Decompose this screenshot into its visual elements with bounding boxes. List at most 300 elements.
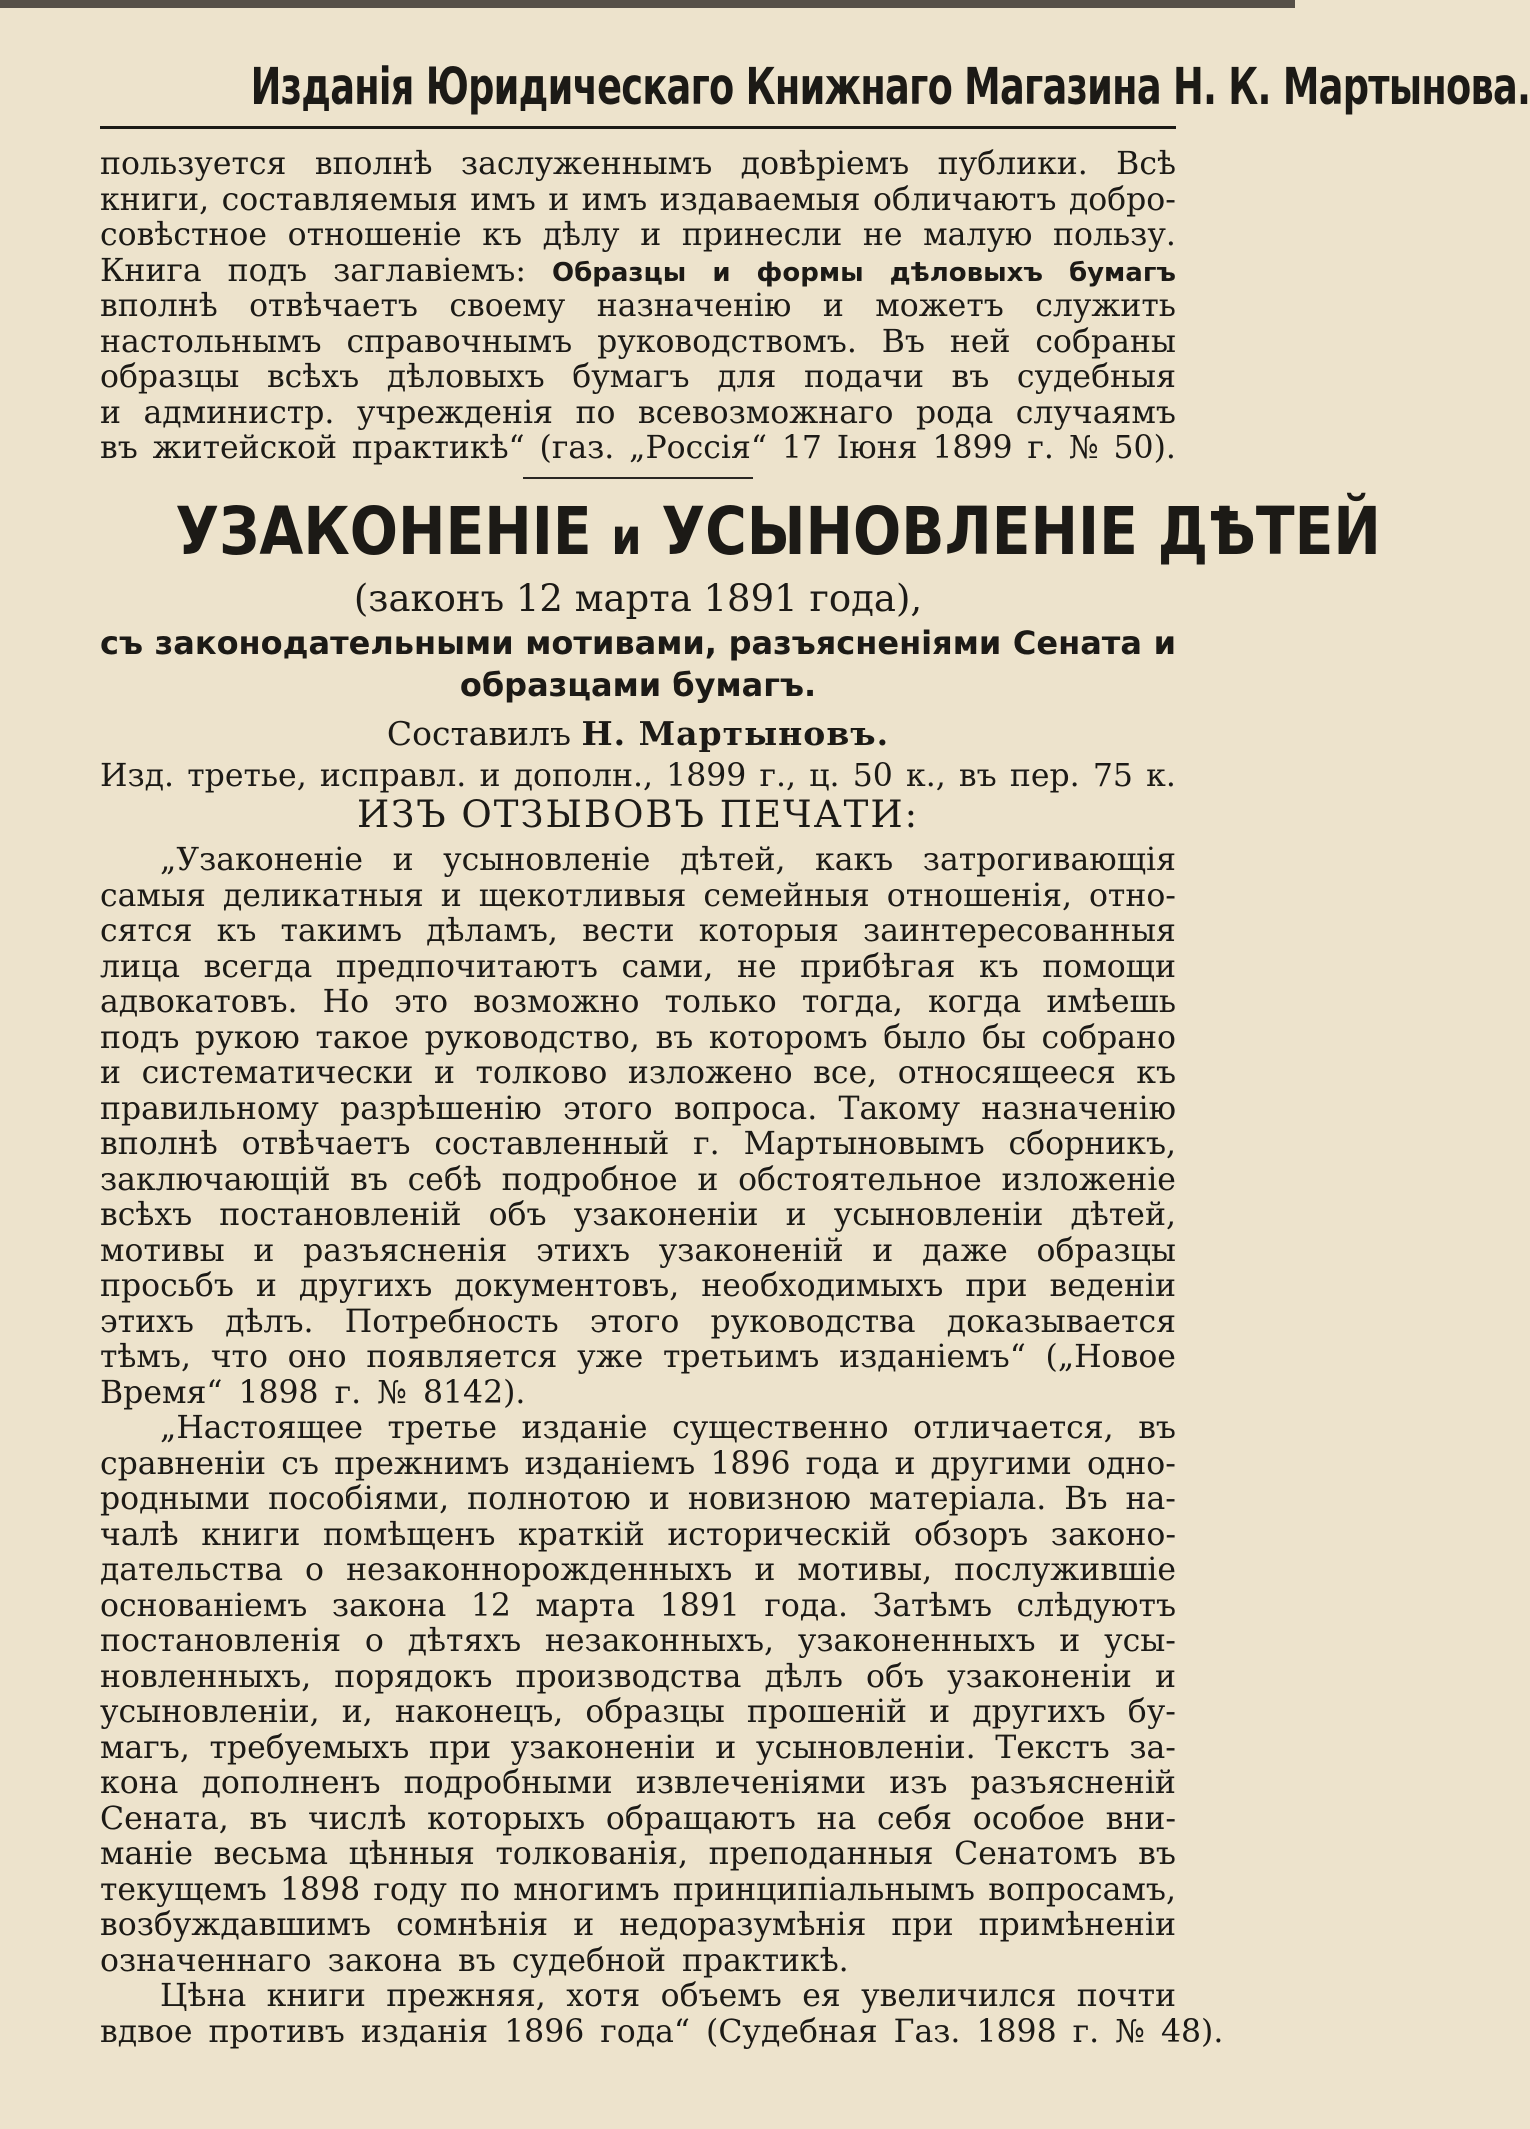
word: цѣнныя [348,1836,475,1872]
word: щекотливыя [478,877,687,914]
text-line [100,1163,1176,1199]
text-line [100,1092,1176,1128]
text-line [100,1447,1176,1483]
word: предпочитаютъ [335,948,598,985]
word: отличается, [913,1410,1114,1446]
word: третьимъ [663,1339,820,1375]
word: почти [1076,1978,1176,2014]
word: имъ [470,181,536,218]
word: отношенія, [886,877,1072,914]
word: доказывается [946,1303,1176,1340]
word: „Россія“ [629,430,767,466]
word: Всѣ [1116,146,1176,182]
word: которыхъ [427,1800,586,1837]
text-line [100,950,1176,986]
word: и [100,1055,121,1091]
word: 12 [470,1587,511,1624]
word: прежнимъ [334,1445,510,1482]
word: веденіи [1049,1268,1176,1304]
word: практикѣ“ [351,430,525,466]
word: сятся [100,913,193,949]
word: въ [458,1942,496,1979]
word: незаконныхъ, [544,1623,775,1659]
word: маніе [100,1836,193,1872]
word: и [253,1232,275,1269]
word: узаконенныхъ [797,1623,1036,1659]
top-border [0,0,1295,8]
word: даже [922,1232,1008,1269]
word: и [573,1907,595,1943]
word: судебной [511,1942,666,1979]
review-2 [100,1411,1176,1979]
word: рода [915,394,994,431]
word: закона [327,1942,443,1979]
word: книги, [100,181,210,218]
word: Такому [838,1090,960,1127]
text-line [100,1305,1176,1341]
text-line [100,1234,1176,1270]
word: бы [981,1019,1026,1056]
word: многимъ [513,1871,660,1908]
word: въ [350,1161,388,1198]
word: пользу. [1053,217,1176,253]
word: „Узаконеніе [160,842,364,878]
word: и [433,1055,455,1091]
word: 75 [1092,757,1133,794]
word: деликатныя [222,877,424,914]
word: всѣхъ [100,1197,193,1233]
word: Время“ [100,1374,223,1411]
page-header: Изданія Юридическаго Книжнаго Магазина Н. К. Мартынова. [250,58,1530,117]
word: дѣлу [542,217,620,253]
word: пер. [1009,757,1080,794]
word: добро- [1068,181,1176,218]
word: дательства [100,1552,283,1588]
word: не [862,217,903,253]
word: узаконеніи [947,1658,1132,1695]
word: усыновленіи [833,1197,1044,1233]
word: обстоятельное [738,1161,982,1198]
word: к. [1146,757,1176,794]
word: довѣріемъ [740,146,910,182]
word: этихъ [536,1232,630,1269]
word: публики. [937,146,1088,182]
word: наконецъ, [394,1694,564,1730]
word: вполнѣ [314,146,433,182]
word: и [754,1552,776,1588]
word: усыновленіи. [755,1729,976,1766]
word: мотивы [100,1232,225,1269]
text-line [100,396,1176,432]
word: и [100,394,121,431]
word: можетъ [875,288,1004,324]
word: 50 [852,757,893,794]
word: хотя [566,1978,641,2014]
word: такимъ [280,913,402,949]
word: г. [693,1126,720,1162]
text-line [100,1589,1176,1625]
word: заключающій [100,1161,331,1198]
word: мотивы, [797,1552,933,1588]
word: отно- [1088,877,1176,914]
word: чалѣ [100,1516,179,1553]
word: и [392,842,414,878]
text-line [100,360,1176,396]
word: руководство, [424,1019,640,1056]
text-line [100,1518,1176,1554]
word: узаконеніи [510,1729,696,1766]
word: подробными [403,1765,613,1801]
word: г. [1072,2013,1100,2050]
text-line [100,843,1176,879]
text-line [100,1802,1176,1838]
word: постановленій [219,1197,462,1233]
word: матеріала. [869,1481,1047,1517]
word: № [1068,430,1099,466]
word: просьбъ [100,1268,234,1304]
word: въ [655,1019,694,1056]
word: и [715,1729,737,1766]
word: въ [100,430,138,466]
word: историческій [667,1516,892,1553]
word: магъ, [100,1729,190,1766]
word: новленныхъ, [100,1658,312,1695]
word: по [575,394,616,431]
word: что [210,1339,268,1375]
word: изданіе [521,1410,648,1446]
word: 1899 [666,757,747,794]
word: и [1154,1658,1176,1695]
word: справочнымъ [346,323,573,360]
word: третье [387,1410,497,1446]
text-line [100,1056,1176,1092]
word: разъясненіями [728,623,1002,662]
text-line [100,1979,1176,2015]
text-line [100,2013,1224,2051]
word: судебныя [1016,359,1176,395]
word: адвокатовъ. [100,984,298,1020]
word: текущемъ [100,1871,267,1908]
word: производства [515,1658,742,1695]
word: новизною [687,1481,852,1517]
word: къ [1136,1055,1176,1091]
word: по [460,1871,500,1908]
word: и [822,288,844,324]
word: дѣтяхъ [407,1623,522,1659]
word: г., [759,757,797,794]
word: недоразумѣнія [619,1907,867,1943]
word: прибѣгая [800,948,956,985]
word: Цѣна [160,1978,247,2014]
word: бу- [1127,1694,1176,1730]
word: 1896 [710,1445,791,1482]
word: Изд. [100,757,175,794]
word: вполнѣ [100,288,218,324]
text-line [100,289,1176,325]
word: учрежденія [356,394,553,431]
word: въ [958,757,997,794]
word: оно [287,1339,347,1375]
word: и [697,1161,719,1198]
word: основаніемъ [100,1587,308,1624]
word: всѣхъ [266,359,360,395]
word: усыновленіи, [100,1694,320,1730]
word: другихъ [298,1268,433,1304]
word: вопроса. [673,1090,818,1127]
word: к., [906,757,946,794]
word: и [872,1232,894,1269]
word: сравненіи [100,1445,267,1482]
word: какъ [815,842,894,878]
word: постановленія [100,1623,342,1659]
word: помощи [1042,948,1176,985]
word: усыновленіе [443,842,651,878]
word: назначенію [596,288,792,324]
word: толково [475,1055,608,1091]
word: и [1059,1623,1081,1659]
text-line [100,1873,1176,1909]
word: 1891 [659,1587,740,1624]
word: малую [923,217,1033,253]
book-title-word: бумагъ [1068,257,1176,288]
word: ней [949,323,1011,360]
book-subtitle: (законъ 12 марта 1891 года), [353,576,923,620]
word: разрѣшенію [340,1090,542,1127]
word: житейской [152,430,337,466]
word: съ [100,623,144,662]
word: заглавіемъ: [333,252,526,289]
word: о [364,1623,384,1659]
word: и [479,757,501,794]
text-line [100,1198,1176,1234]
text-line [100,1695,1176,1731]
word: кона [100,1765,179,1801]
word: и, [341,1694,373,1730]
word: необходимыхъ [701,1268,944,1304]
text-line [100,1021,1176,1057]
word: возбуждавшимъ [100,1907,372,1943]
word: этого [563,1090,653,1127]
word: изданіемъ“ [839,1339,1026,1375]
word: Книга [100,252,202,289]
text-line [100,1553,1176,1589]
word: книги [201,1516,301,1553]
intro-paragraph [100,147,1176,467]
word: руководства [710,1303,916,1340]
word: служить [1035,288,1176,324]
book-title-word: и [712,257,731,288]
word: № [377,1374,407,1411]
word: администр. [143,394,335,431]
word: себя [876,1800,953,1837]
text-line [100,325,1176,361]
word: случаямъ [1015,394,1176,431]
word: Но [322,984,370,1020]
author-name: Н. Мартыновъ. [581,713,890,753]
word: исправл. [319,757,467,794]
review-1 [100,843,1176,1411]
word: отвѣчаетъ [249,288,418,324]
word: числѣ [307,1800,407,1837]
word: къ [978,948,1019,985]
word: увеличился [861,1978,1057,2014]
word: при [891,1907,954,1943]
word: и [640,217,662,253]
word: порядокъ [334,1658,493,1695]
word: и [255,1268,277,1304]
word: существенно [672,1410,889,1446]
text-line [100,147,1176,183]
word: Потребность [344,1303,559,1340]
word: обличаютъ [872,181,1057,218]
word: Въ [1064,1481,1108,1517]
word: подъ [100,1019,180,1056]
word: изданія [360,2013,489,2050]
word: пособіями, [268,1481,450,1517]
word: изложеніе [1001,1161,1176,1198]
word: при [428,1729,492,1766]
word: (газ. [539,430,615,466]
word: заинтересованныя [863,913,1176,949]
word: въ [1138,1410,1176,1446]
word: себѣ [407,1161,482,1198]
document-page [100,52,1530,2050]
word: за- [1129,1729,1176,1766]
word: родными [100,1481,251,1517]
word: краткій [517,1516,645,1553]
word: образцы [100,359,240,395]
word: помѣщенъ [322,1516,496,1553]
word: руководствомъ. [597,323,857,360]
word: вопросамъ, [988,1871,1176,1908]
word: и [1153,623,1176,662]
book-title-word: Образцы [551,257,687,288]
word: года [805,1445,880,1482]
word: все, [813,1055,878,1091]
word: которомъ [708,1019,868,1056]
word: своему [449,288,566,324]
word: изданіемъ [524,1445,696,1482]
word: 1898 [279,1871,361,1908]
word: 1898 [976,2013,1057,2050]
word: не [736,948,777,985]
text-line [100,1908,1176,1944]
title-part-1: УЗАКОНЕНІЕ [175,492,592,570]
word: правильному [100,1090,319,1127]
word: Сената, [100,1800,229,1837]
word: обзоръ [913,1516,1029,1553]
book-title-word: дѣловыхъ [889,257,1043,288]
word: вполнѣ [100,1126,218,1162]
word: разъясненій [970,1765,1176,1801]
word: и [929,1694,951,1730]
word: затрогивающія [922,842,1176,878]
section-divider [523,477,753,479]
word: („Новое [1045,1339,1176,1375]
text-line [100,879,1176,915]
header-rule [100,126,1176,129]
word: ея [802,1978,841,2014]
word: узаконеній [658,1232,844,1269]
word: было [883,1019,967,1056]
word: примѣненіи [978,1907,1176,1943]
text-line-with-book-title [100,254,1176,290]
word: къ [216,913,257,949]
word: документовъ, [454,1268,680,1304]
word: полнотою [467,1481,631,1517]
word: 8142). [422,1374,526,1411]
text-line [100,183,1176,219]
word: составленный [434,1126,670,1162]
word: появляется [366,1339,558,1375]
word: отвѣчаетъ [241,1126,411,1162]
word: сборникъ, [1008,1126,1176,1162]
word: съ [281,1445,319,1482]
word: назначенію [981,1090,1176,1127]
book-description-line [100,622,1176,664]
word: когда [928,984,1022,1020]
word: обращаютъ [605,1800,796,1837]
word: и [785,1197,807,1233]
word: и [894,1445,916,1482]
word: Мартыновымъ [743,1126,985,1162]
book-title [175,492,1381,576]
word: третье, [187,757,307,794]
word: которыя [698,913,839,949]
text-line [100,1340,1176,1376]
word: отношеніе [287,217,462,253]
word: рукою [195,1019,300,1056]
word: Текстъ [995,1729,1110,1766]
word: образцы [585,1694,725,1730]
text-line [100,218,1176,254]
word: законо- [1050,1516,1176,1553]
word: прошеній [746,1694,908,1730]
word: и [648,1481,670,1517]
word: дѣлъ. [225,1303,314,1340]
review-3 [100,1978,1224,2050]
word: весьма [213,1836,329,1872]
text-line [100,1127,1176,1163]
word: имѣешь [1046,984,1176,1020]
text-line [100,1482,1176,1518]
word: принесли [681,217,843,253]
word: этого [589,1303,680,1340]
word: всевозможнаго [637,394,894,431]
word: вни- [1105,1800,1176,1837]
word: узаконеніи [573,1197,759,1233]
book-author [100,712,1176,756]
word: этихъ [100,1303,194,1340]
word: требуемыхъ [209,1729,410,1766]
publication-info [100,756,1176,792]
word: составляемыя [221,181,458,218]
word: года. [764,1587,849,1624]
word: подачи [803,359,924,395]
word: образцы [1036,1232,1176,1269]
word: самыя [100,877,206,914]
word: преподанныя [708,1836,934,1872]
text-line [100,1269,1176,1305]
word: (Судебная [706,2013,878,2050]
word: разъясненія [303,1232,508,1269]
word: въ [249,1800,288,1837]
word: г. [1027,430,1054,466]
word: только [664,984,777,1020]
word: Сената [1012,623,1142,662]
word: года“ [600,2013,691,2050]
word: лица [100,948,181,985]
